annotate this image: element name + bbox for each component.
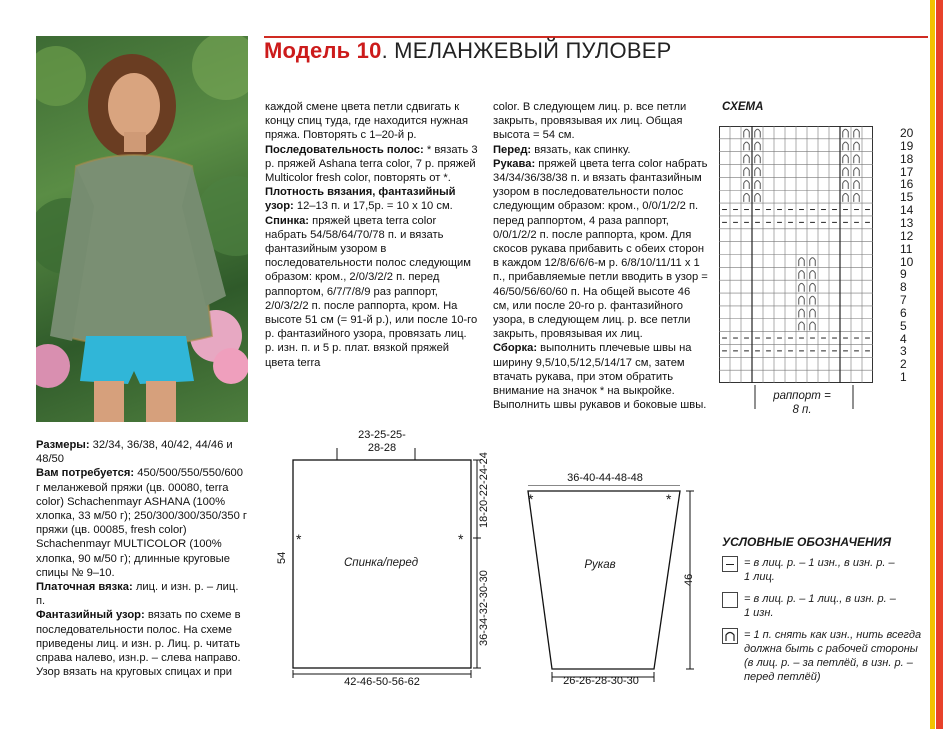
back-front-label: Спинка/перед — [343, 557, 419, 569]
sleeve-diagram — [520, 485, 710, 695]
model-number: Модель 10 — [264, 38, 382, 63]
sleeve-star-left: * — [528, 491, 534, 507]
chart-row-number: 1 — [900, 370, 907, 385]
paragraph-front — [493, 143, 709, 157]
edge-stripe-yellow — [930, 0, 935, 729]
back-bottom-width: 42-46-50-56-62 — [344, 676, 420, 688]
chart-row-number: 19 — [900, 138, 914, 153]
paragraph-body: лиц. и изн. р. – лиц. п. — [36, 581, 239, 608]
dash-symbol-icon — [722, 556, 738, 572]
slip-stitch-icon — [722, 628, 738, 644]
legend-item-text: (в лиц. р. – за петлёй, в изн. р. – — [744, 657, 913, 669]
back-top-width-line2: 28-28 — [367, 442, 397, 454]
back-body-height: 36-34-32-30-30 — [478, 570, 490, 646]
legend-item-text: = в лиц. р. – 1 изн., в изн. р. – — [744, 557, 895, 569]
chart-row-number: 8 — [900, 280, 907, 295]
paragraph-heading: Размеры: — [36, 439, 90, 451]
paragraph-heading: Вам потребуется: — [36, 467, 135, 480]
paragraph-heading: Плотность вязания, фантазийный узор: — [265, 186, 456, 213]
back-top-width-line1: 23-25-25- — [358, 429, 406, 441]
chart-row-number: 17 — [900, 164, 914, 179]
back-armhole-height: 18-20-22-24-24 — [478, 452, 490, 528]
chart-row-number: 14 — [900, 203, 914, 218]
paragraph-heading: Сборка: — [493, 342, 538, 355]
back-star-left: * — [296, 531, 302, 547]
legend-item-text: 1 лиц. — [744, 571, 775, 583]
paragraph-back — [265, 214, 479, 370]
model-photo — [36, 36, 248, 422]
legend-item-knit — [744, 592, 930, 620]
back-top-width — [352, 429, 412, 455]
paragraph-continued — [265, 100, 479, 143]
paragraph-continued — [493, 100, 709, 143]
paragraph-body: пряжей цвета terra color набрать 54/58/64/70/78 п. и вязать фантазийным узором в последовательности полос следующим образом: кром., 2/0/3/2/2 п. перед раппортом, 6/7/7/8/9 раз раппорт, 2/0/3/2/2 п. после раппорта, кром. На высоте 51 см (= 91-й р.), или после 10-го р. фантазийного узора, провязать лиц. р. изн. п. и 5 р. плат. вязкой пряжей цвета terra — [265, 214, 478, 369]
rapport-label — [757, 389, 847, 417]
chart-row-number: 7 — [900, 293, 907, 308]
paragraph-sizes — [36, 438, 250, 466]
chart-row-number: 6 — [900, 305, 907, 320]
paragraph-body: 32/34, 36/38, 40/42, 44/46 и 48/50 — [36, 439, 233, 466]
text-column-right — [493, 100, 709, 412]
chart-row-number: 15 — [900, 190, 914, 205]
chart-row-number: 5 — [900, 318, 907, 333]
knitting-chart — [719, 126, 873, 383]
paragraph-heading: Фантазийный узор: — [36, 609, 145, 622]
paragraph-body: пряжей цвета terra color набрать 34/34/36/38/38 п. и вязать фантазийным узором в последовательности полос следующим образом: кром., 0/0/1/2/2 п. перед раппортом, 4 раза раппорт, 0/0/1/2/2 п. после раппорта, кром. Для скосов рукава прибавить с обеих сторон в каждом 12/8/6/6/6-м р. 6/8/10/11/11 х 1 п., прибавляемые петли вводить в узор = 46/50/56/60/60 п. На общей высоте 46 см, или после 20-го р. фантазийного узора, в следующем лиц. р. все петли закрыть, провязывая их лиц. — [493, 157, 708, 341]
sleeve-bottom-width: 26-26-28-30-30 — [563, 675, 639, 687]
legend-item-text: = в лиц. р. – 1 лиц., в изн. р. – — [744, 593, 896, 605]
edge-stripe-red — [936, 0, 943, 729]
back-height: 54 — [276, 551, 288, 564]
paragraph-gauge — [265, 185, 479, 213]
legend-title: УСЛОВНЫЕ ОБОЗНАЧЕНИЯ — [722, 535, 892, 549]
paragraph-sleeves — [493, 157, 709, 342]
paragraph-body: * вязать 3 р. пряжей Ashana terra color, 7 р. пряжей Multicolor fresh color, повторять от *. — [265, 143, 478, 185]
paragraph-body: вязать по схеме в последовательности полос. На схеме приведены лиц. и изн. р. Лиц. р. читать справа налево, изн.р. – слева направо. Узор вязать на круговых спицах и при — [36, 609, 241, 679]
text-column-left — [36, 438, 250, 679]
chart-row-number: 12 — [900, 228, 914, 243]
back-star-right: * — [458, 531, 464, 547]
text-column-middle — [265, 100, 479, 370]
paragraph-stripes — [265, 143, 479, 186]
page-title — [264, 38, 671, 64]
paragraph-heading: Перед: — [493, 143, 532, 156]
sleeve-star-right: * — [666, 491, 672, 507]
rapport-label-line2: 8 п. — [792, 404, 812, 416]
paragraph-heading: Платочная вязка: — [36, 581, 133, 594]
chart-row-number: 16 — [900, 177, 914, 192]
sleeve-height: 46 — [683, 573, 695, 586]
chart-row-number: 18 — [900, 151, 914, 166]
paragraph-body: выполнить плечевые швы на ширину 9,5/10,5/12,5/14/17 см, затем втачать рукава, при этом обратить внимание на значок * на выкройке. Выполнить швы рукавов и боковые швы. — [493, 342, 707, 412]
model-name: . МЕЛАНЖЕВЫЙ ПУЛОВЕР — [381, 38, 672, 63]
chart-row-number: 9 — [900, 267, 907, 282]
paragraph-body: 12–13 п. и 17,5р. = 10 х 10 см. — [293, 200, 453, 213]
paragraph-heading: Рукава: — [493, 157, 536, 170]
rapport-label-line1: раппорт = — [773, 390, 831, 402]
legend-item-text: 1 изн. — [744, 607, 774, 619]
legend-item-slip — [744, 628, 930, 684]
paragraph-garter — [36, 580, 250, 608]
paragraph-assembly — [493, 341, 709, 412]
chart-row-number: 4 — [900, 331, 907, 346]
chart-row-number: 10 — [900, 254, 914, 269]
sleeve-label: Рукав — [584, 559, 616, 571]
paragraph-materials — [36, 466, 250, 580]
paragraph-body: color. В следующем лиц. р. все петли закрыть, провязывая их лиц. Общая высота = 54 см. — [493, 101, 687, 142]
paragraph-body: каждой смене цвета петли сдвигать к концу спиц туда, где находится нужная пряжа. Повторять с 1–20-й р. — [265, 101, 469, 142]
chart-row-number: 3 — [900, 344, 907, 359]
legend-item-text: перед петлёй) — [744, 671, 821, 683]
empty-box-icon — [722, 592, 738, 608]
chart-row-number: 11 — [900, 241, 913, 256]
paragraph-heading: Спинка: — [265, 214, 310, 227]
legend-item-purl — [744, 556, 930, 584]
paragraph-pattern — [36, 608, 250, 679]
paragraph-heading: Последовательность полос: — [265, 143, 424, 156]
legend-item-text: должна быть с рабочей стороны — [744, 643, 918, 655]
chart-row-number: 13 — [900, 215, 914, 230]
paragraph-body: 450/500/550/550/600 г меланжевой пряжи (цв. 00080, terra color) Schachenmayr ASHANA (100% хлопка, 33 м/50 г); 250/300/300/350/350 г пряжи (цв. 00085, fresh color) Schachenmayr MULTICOLOR (100% хлопка, 90 м/50 г); длинные круговые спицы № 9–10. — [36, 467, 247, 579]
paragraph-body: вязать, как спинку. — [531, 143, 631, 156]
chart-row-number: 2 — [900, 357, 907, 372]
legend-item-text: = 1 п. снять как изн., нить всегда — [744, 629, 922, 641]
sleeve-top-width: 36-40-44-48-48 — [567, 472, 643, 484]
chart-row-number: 20 — [900, 126, 914, 140]
schema-title: СХЕМА — [722, 101, 764, 113]
